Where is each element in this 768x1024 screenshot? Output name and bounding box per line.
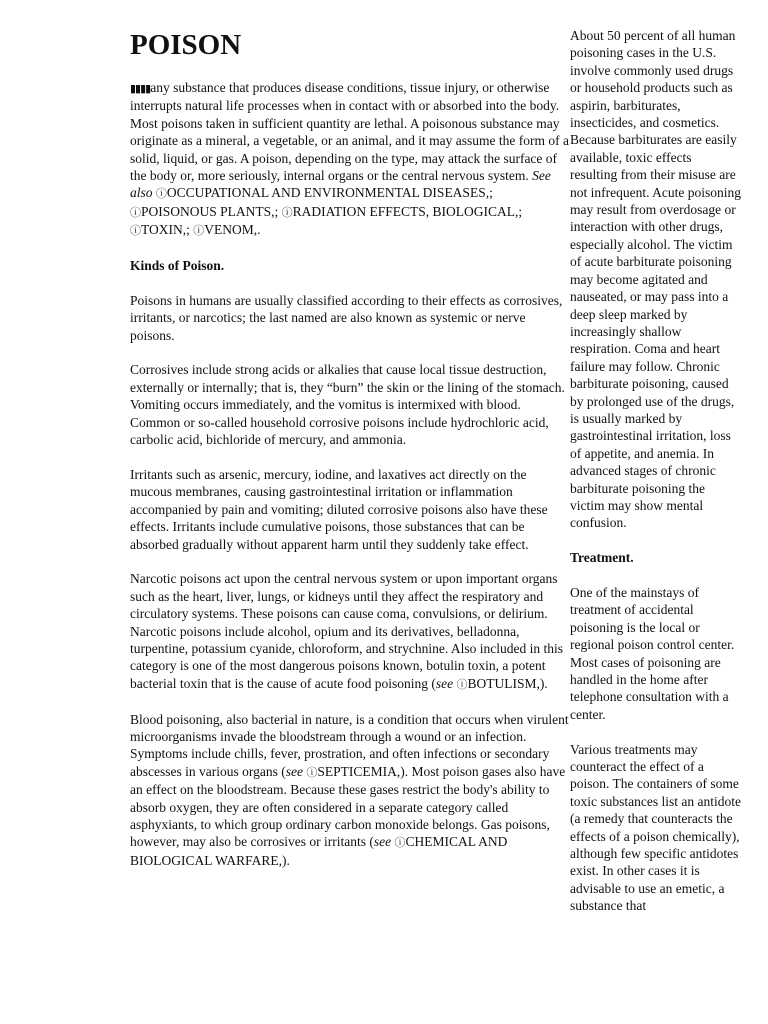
see-label: see (373, 834, 392, 850)
blood-text-2: ). Most poison gases also have an effect on the bloodstream. Because these gases restrict the body's ability to absorb oxygen, they are often considered in a separate category called asphyxiants, to which group ordinary carbon monoxide belongs. Gas poisons, however, may also be corrosives or irritants ( (130, 763, 566, 850)
barbiturates-paragraph: About 50 percent of all human poisoning cases in the U.S. involve commonly used drugs or household products such as aspirin, barbiturates, insecticides, and cosmetics. Because barbiturates are easily available, toxic effects resulting from their misuse are not infrequent. Acute poisoning may result from overdosage or interaction with other drugs, especially alcohol. The victim of acute barbiturate poisoning may become agitated and nauseated, or may pass into a deep sleep marked by increasingly shallow respiration. Coma and heart failure may follow. Chronic barbiturate poisoning, caused by prolonged use of the drugs, is usually marked by gastrointestinal irritation, loss of appetite, and anemia. In advanced stages of chronic barbiturate poisoning the victim may show mental confusion. (570, 28, 741, 531)
main-column (130, 79, 570, 887)
see-label: see (285, 763, 303, 779)
blood-paragraph (130, 711, 570, 870)
narcotic-tail: ). (539, 675, 548, 691)
info-icon: ⓘ (456, 677, 468, 691)
link-toxin[interactable]: TOXIN,; (141, 222, 194, 238)
info-icon: ⓘ (281, 205, 293, 219)
link-chemical-warfare[interactable]: CHEMICAL AND BIOLOGICAL WARFARE, (130, 834, 508, 868)
info-icon: ⓘ (155, 187, 167, 201)
info-icon: ⓘ (306, 765, 318, 779)
classification-paragraph: Poisons in humans are usually classified according to their effects as corrosives, irritants, or narcotics; the last named are also known as systemic or nerve poisons. (130, 292, 563, 343)
intro-text: any substance that produces disease conditions, tissue injury, or otherwise interrupts natural life processes when in contact with or absorbed into the body. Most poisons taken in sufficient quantity are lethal. A poisonous substance may originate as a mineral, a vegetable, or an animal, and it may assume the form of a solid, liquid, or gas. A poison, depending on the type, may attack the surface of the body or, more seriously, internal organs or the central nervous system. (130, 80, 569, 184)
placeholder-glyph: ▮▮▮▮ (130, 82, 151, 95)
blood-text-1: Blood poisoning, also bacterial in nature, is a condition that occurs when virulent microorganisms invade the bloodstream through a wound or an infection. Symptoms include chills, fever, prostration, and often infections or secondary abscesses in various organs ( (130, 711, 569, 779)
link-occupational-diseases[interactable]: OCCUPATIONAL AND ENVIRONMENTAL DISEASES,; (166, 185, 493, 201)
info-icon: ⓘ (193, 224, 205, 238)
info-icon: ⓘ (130, 205, 141, 219)
link-venom[interactable]: VENOM,. (204, 222, 261, 238)
corrosives-paragraph: Corrosives include strong acids or alkalies that cause local tissue destruction, externally or internally; that is, they “burn” the skin or the lining of the stomach. Vomiting occurs immediately, and the vomitus is intermixed with blood. Common or so-called household corrosive poisons include hydrochloric acid, carbolic acid, bichloride of mercury, and ammonia. (130, 362, 565, 448)
link-botulism[interactable]: BOTULISM, (467, 675, 540, 691)
blood-tail: ). (282, 852, 290, 868)
section-heading-kinds: Kinds of Poison. (130, 258, 225, 274)
see-also-label: See also (130, 168, 551, 201)
intro-paragraph (130, 79, 570, 240)
see-label: see (435, 675, 454, 691)
link-septicemia[interactable]: SEPTICEMIA, (317, 763, 401, 779)
irritants-paragraph: Irritants such as arsenic, mercury, iodine, and laxatives act directly on the mucous membranes, causing gastrointestinal irritation or inflammation accompanied by pain and vomiting; diluted corrosive poisons also have these effects. Irritants include cumulative poisons, those substances that can be absorbed gradually without apparent harm until they suddenly take effect. (130, 466, 548, 552)
treatment-paragraph: One of the mainstays of treatment of accidental poisoning is the local or regional poison control center. Most cases of poisoning are handled in the home after telephone consultation with a center. (570, 584, 735, 722)
antidotes-paragraph: Various treatments may counteract the effect of a poison. The containers of some toxic substances list an antidote (a remedy that counteracts the effects of a poison chemically), although few specific antidotes exist. In other cases it is advisable to use an emetic, a substance that (570, 741, 741, 914)
info-icon: ⓘ (130, 224, 141, 238)
info-icon: ⓘ (394, 836, 406, 850)
narcotic-paragraph (130, 570, 570, 693)
link-radiation-effects[interactable]: RADIATION EFFECTS, BIOLOGICAL,; (292, 203, 523, 219)
link-poisonous-plants[interactable]: POISONOUS PLANTS,; (141, 203, 282, 219)
narcotic-text: Narcotic poisons act upon the central nervous system or upon important organs such as the heart, liver, lungs, or kidneys until they affect the respiratory and circulatory systems. These poisons can cause coma, convulsions, or delirium. Narcotic poisons include alcohol, opium and its derivatives, belladonna, turpentine, potassium cyanide, chloroform, and strychnine. Also included in this category is one of the most dangerous poisons known, botulin toxin, a potent bacterial toxin that is the cause of acute food poisoning ( (130, 571, 564, 691)
side-column (570, 27, 742, 932)
section-heading-treatment: Treatment. (570, 550, 634, 566)
page-title: POISON (130, 29, 242, 61)
